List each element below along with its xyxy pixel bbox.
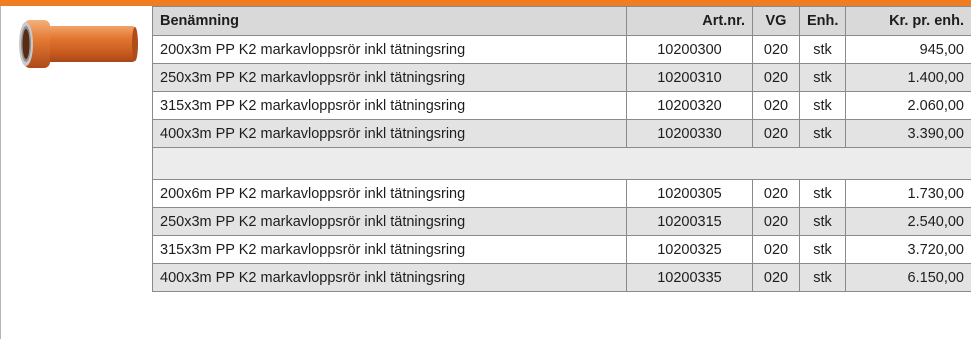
cell-vg: 020 bbox=[753, 92, 800, 120]
column-header-artnr: Art.nr. bbox=[627, 7, 753, 36]
table-row bbox=[153, 64, 971, 92]
cell-price: 945,00 bbox=[846, 36, 971, 64]
table-row bbox=[153, 180, 971, 208]
cell-vg: 020 bbox=[753, 264, 800, 292]
cell-name: 315x3m PP K2 markavloppsrör inkl tätningsring bbox=[153, 92, 627, 120]
cell-enh: stk bbox=[800, 264, 846, 292]
orange-sewer-pipe-icon bbox=[14, 14, 140, 74]
cell-vg: 020 bbox=[753, 64, 800, 92]
cell-artnr: 10200310 bbox=[627, 64, 753, 92]
cell-price: 3.720,00 bbox=[846, 236, 971, 264]
table-row bbox=[153, 208, 971, 236]
column-header-price: Kr. pr. enh. bbox=[846, 7, 971, 36]
cell-price: 1.730,00 bbox=[846, 180, 971, 208]
table-row bbox=[153, 264, 971, 292]
cell-artnr: 10200315 bbox=[627, 208, 753, 236]
cell-enh: stk bbox=[800, 208, 846, 236]
cell-artnr: 10200320 bbox=[627, 92, 753, 120]
cell-enh: stk bbox=[800, 36, 846, 64]
column-header-vg: VG bbox=[753, 7, 800, 36]
cell-price: 1.400,00 bbox=[846, 64, 971, 92]
cell-enh: stk bbox=[800, 120, 846, 148]
cell-price: 3.390,00 bbox=[846, 120, 971, 148]
cell-vg: 020 bbox=[753, 236, 800, 264]
cell-artnr: 10200330 bbox=[627, 120, 753, 148]
table-header-row bbox=[153, 7, 971, 36]
cell-enh: stk bbox=[800, 180, 846, 208]
cell-enh: stk bbox=[800, 236, 846, 264]
cell-artnr: 10200325 bbox=[627, 236, 753, 264]
cell-name: 400x3m PP K2 markavloppsrör inkl tätningsring bbox=[153, 264, 627, 292]
cell-artnr: 10200305 bbox=[627, 180, 753, 208]
cell-price: 6.150,00 bbox=[846, 264, 971, 292]
cell-name: 200x6m PP K2 markavloppsrör inkl tätningsring bbox=[153, 180, 627, 208]
cell-artnr: 10200300 bbox=[627, 36, 753, 64]
table-row bbox=[153, 92, 971, 120]
cell-artnr: 10200335 bbox=[627, 264, 753, 292]
cell-vg: 020 bbox=[753, 120, 800, 148]
table-group-separator bbox=[153, 148, 971, 180]
table-row bbox=[153, 120, 971, 148]
column-header-enh: Enh. bbox=[800, 7, 846, 36]
cell-name: 250x3m PP K2 markavloppsrör inkl tätningsring bbox=[153, 208, 627, 236]
price-table bbox=[152, 6, 971, 292]
column-header-name: Benämning bbox=[153, 7, 627, 36]
table-row bbox=[153, 36, 971, 64]
cell-enh: stk bbox=[800, 92, 846, 120]
cell-name: 400x3m PP K2 markavloppsrör inkl tätningsring bbox=[153, 120, 627, 148]
cell-price: 2.060,00 bbox=[846, 92, 971, 120]
cell-vg: 020 bbox=[753, 180, 800, 208]
left-margin-rule bbox=[0, 6, 1, 339]
cell-name: 315x3m PP K2 markavloppsrör inkl tätningsring bbox=[153, 236, 627, 264]
cell-price: 2.540,00 bbox=[846, 208, 971, 236]
cell-vg: 020 bbox=[753, 208, 800, 236]
table-row bbox=[153, 236, 971, 264]
cell-vg: 020 bbox=[753, 36, 800, 64]
cell-name: 200x3m PP K2 markavloppsrör inkl tätningsring bbox=[153, 36, 627, 64]
cell-enh: stk bbox=[800, 64, 846, 92]
cell-name: 250x3m PP K2 markavloppsrör inkl tätningsring bbox=[153, 64, 627, 92]
